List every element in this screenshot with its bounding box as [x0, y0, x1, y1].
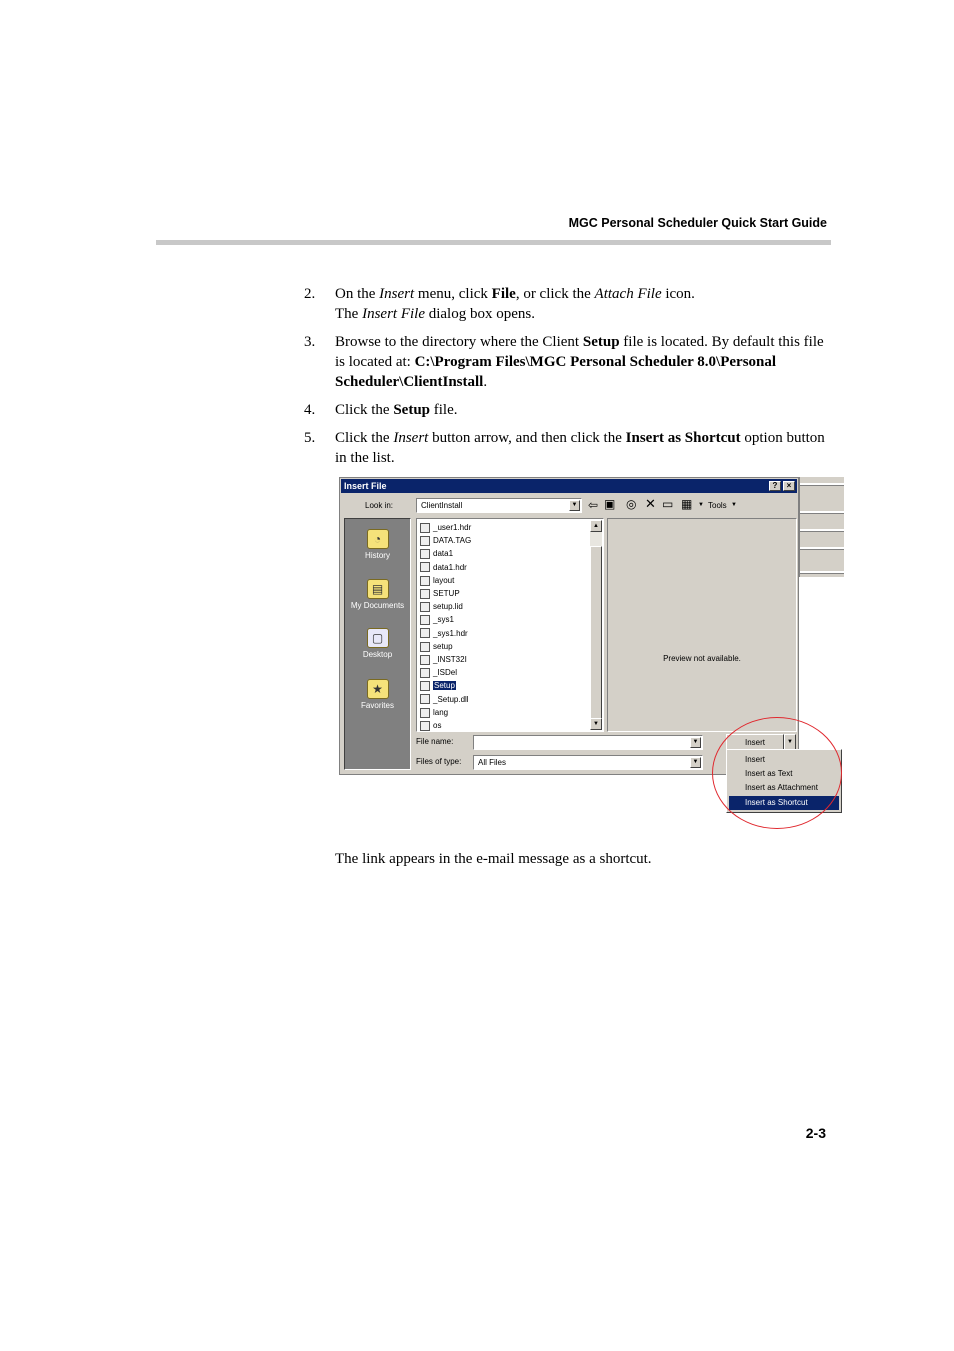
insert-dropdown-arrow[interactable]: ▼ — [784, 734, 796, 751]
preview-pane — [607, 518, 797, 732]
file-list-item[interactable] — [420, 693, 469, 706]
window-line — [800, 483, 844, 486]
file-icon — [420, 562, 430, 572]
file-name: setup.lid — [433, 602, 463, 612]
file-list-item[interactable] — [420, 587, 460, 600]
result-text: The link appears in the e-mail message as a shortcut. — [335, 851, 652, 867]
look-in-combo[interactable] — [416, 498, 582, 513]
file-list-item[interactable] — [420, 547, 453, 560]
file-icon — [420, 576, 430, 586]
step-text — [335, 284, 834, 324]
tools-menu[interactable]: Tools — [708, 501, 727, 510]
file-list-item[interactable] — [420, 627, 468, 640]
look-in-value: ClientInstall — [421, 501, 463, 510]
menu-item-insert[interactable]: Insert — [745, 755, 766, 764]
step-text-run: Insert File — [362, 306, 425, 322]
place-favorites[interactable] — [345, 679, 410, 710]
step-text-run: file is located. By default this file is located at: — [335, 334, 824, 370]
step-text-run: File — [491, 286, 516, 302]
back-arrow-icon[interactable]: ⇦ — [588, 498, 599, 512]
step-text-run: Setup — [582, 334, 620, 350]
step-text-run: menu, click — [414, 286, 492, 302]
file-name: os — [433, 721, 442, 730]
file-icon — [420, 721, 430, 731]
tools-dropdown-icon[interactable]: ▼ — [731, 502, 737, 508]
vertical-scrollbar[interactable] — [590, 520, 602, 730]
file-list-item[interactable] — [420, 561, 467, 574]
running-header: MGC Personal Scheduler Quick Start Guide — [568, 216, 827, 230]
folder-icon: ▤ — [367, 579, 389, 599]
file-icon — [420, 655, 430, 665]
step-text-run: Insert — [393, 430, 429, 446]
file-name: lang — [433, 707, 449, 717]
insert-options-menu — [726, 749, 842, 813]
step-text-run: Setup — [393, 402, 431, 418]
file-icon — [420, 602, 430, 612]
file-name: _sys1.hdr — [433, 628, 468, 638]
place-my-documents[interactable] — [345, 579, 410, 610]
file-list-item[interactable] — [420, 640, 453, 653]
files-of-type-label: Files of type: — [416, 757, 462, 766]
insert-file-dialog — [339, 477, 799, 775]
file-name: DATA.TAG — [433, 536, 472, 546]
window-line — [800, 547, 844, 550]
close-button[interactable]: × — [783, 481, 795, 491]
step-text-run: Click the — [335, 430, 394, 446]
scroll-up-icon[interactable]: ▲ — [590, 520, 602, 532]
step-item — [304, 284, 834, 324]
file-icon — [420, 668, 430, 678]
file-icon — [420, 708, 430, 718]
step-text-run: Insert as Shortcut — [625, 430, 741, 446]
chevron-down-icon[interactable]: ▼ — [690, 757, 701, 768]
file-name-input[interactable] — [473, 735, 703, 750]
window-line — [800, 571, 844, 574]
files-of-type-value: All Files — [478, 758, 507, 767]
place-label: History — [365, 551, 390, 560]
step-number: 4. — [304, 402, 316, 418]
background-window-edge — [799, 477, 844, 577]
window-line — [800, 511, 844, 514]
file-list-item[interactable] — [420, 653, 467, 666]
step-text-run: button arrow, and then click the — [428, 430, 626, 446]
places-bar — [344, 518, 411, 770]
file-list-item[interactable] — [420, 613, 454, 626]
insert-button-label: Insert — [744, 738, 765, 747]
step-number: 3. — [304, 334, 316, 350]
step-text-run: , or click the — [515, 286, 595, 302]
step-text-run: C:\Program Files\MGC Personal Scheduler 8.0\Personal Scheduler\ClientInstall — [335, 354, 777, 390]
file-icon — [420, 642, 430, 652]
file-name: data1.hdr — [433, 562, 467, 572]
step-item — [304, 332, 834, 392]
file-list-item[interactable] — [420, 521, 471, 534]
file-name-label: File name: — [416, 737, 454, 746]
step-list — [304, 284, 834, 476]
search-web-icon[interactable]: ◎ — [626, 497, 637, 511]
file-icon — [420, 694, 430, 704]
step-text-run: The — [335, 306, 363, 322]
file-list-item[interactable] — [420, 534, 471, 547]
place-label: Desktop — [362, 650, 393, 659]
step-text-run: On the — [335, 286, 380, 302]
file-name: data1 — [433, 549, 454, 559]
place-desktop[interactable] — [345, 628, 410, 659]
step-text-run: . — [483, 374, 488, 390]
step-item — [304, 428, 834, 468]
scroll-down-icon[interactable]: ▼ — [590, 718, 602, 730]
file-icon — [420, 523, 430, 533]
dialog-title: Insert File — [344, 481, 387, 491]
file-name: _user1.hdr — [433, 523, 472, 532]
step-text-run: dialog box opens. — [424, 306, 535, 322]
dialog-title-bar — [341, 479, 797, 493]
scroll-thumb[interactable] — [590, 546, 602, 730]
step-text — [335, 332, 834, 392]
header-rule — [156, 240, 831, 245]
file-list-item[interactable] — [420, 600, 463, 613]
step-text-run: Click the — [335, 402, 394, 418]
step-text-run: option button in the list. — [335, 430, 825, 466]
step-text-run: Browse to the directory where the Client — [335, 334, 583, 350]
history-icon: ◔ — [367, 529, 389, 549]
step-number: 5. — [304, 430, 316, 446]
file-list-item[interactable] — [420, 666, 457, 679]
menu-item-insert-as-shortcut[interactable]: Insert as Shortcut — [729, 796, 839, 810]
file-name: _Setup.dll — [433, 694, 469, 704]
menu-item-insert-as-attachment[interactable]: Insert as Attachment — [745, 783, 818, 792]
file-icon — [420, 615, 430, 625]
file-name: setup — [433, 641, 453, 651]
place-label: Favorites — [361, 701, 394, 710]
file-list-item[interactable] — [420, 679, 456, 692]
views-icon[interactable]: ▦ — [681, 497, 693, 511]
look-in-label: Look in: — [365, 501, 394, 510]
file-name: SETUP — [433, 589, 460, 598]
file-icon — [420, 536, 430, 546]
step-text-run: Insert — [379, 286, 415, 302]
menu-item-insert-as-text[interactable]: Insert as Text — [745, 769, 793, 778]
file-icon — [420, 628, 430, 638]
step-text-run: Attach File — [594, 286, 662, 302]
help-button[interactable]: ? — [769, 481, 781, 491]
file-icon — [420, 549, 430, 559]
file-list-item[interactable] — [420, 706, 448, 719]
favorites-icon: ★ — [367, 679, 389, 699]
file-icon — [420, 589, 430, 599]
file-list[interactable] — [416, 518, 604, 732]
chevron-down-icon[interactable]: ▼ — [569, 500, 580, 511]
step-text — [335, 428, 834, 468]
file-name: _ISDel — [433, 668, 458, 678]
file-name: layout — [433, 575, 455, 585]
desktop-icon: ▢ — [367, 628, 389, 648]
chevron-down-icon[interactable]: ▼ — [690, 737, 701, 748]
step-text — [335, 400, 834, 420]
place-history[interactable] — [345, 529, 410, 560]
delete-icon[interactable]: ✕ — [645, 496, 656, 511]
file-icon — [420, 681, 430, 691]
file-name: _INST32I — [433, 655, 467, 664]
place-label: My Documents — [350, 601, 405, 610]
step-text-run: icon. — [661, 286, 695, 302]
file-name: _sys1 — [433, 615, 454, 625]
step-number: 2. — [304, 286, 316, 302]
step-text-run: file. — [430, 402, 458, 418]
new-folder-icon[interactable]: ▭ — [662, 497, 674, 511]
window-line — [800, 529, 844, 532]
step-item — [304, 400, 834, 420]
views-dropdown-icon[interactable]: ▼ — [698, 502, 704, 508]
files-of-type-select[interactable] — [473, 755, 703, 770]
page-number: 2-3 — [805, 1125, 826, 1141]
file-list-item[interactable] — [420, 719, 441, 732]
insert-file-screenshot — [339, 477, 843, 817]
preview-text: Preview not available. — [663, 654, 741, 663]
file-list-item[interactable] — [420, 574, 454, 587]
up-folder-icon[interactable]: ▣ — [604, 497, 616, 511]
file-name: Setup — [434, 681, 455, 691]
